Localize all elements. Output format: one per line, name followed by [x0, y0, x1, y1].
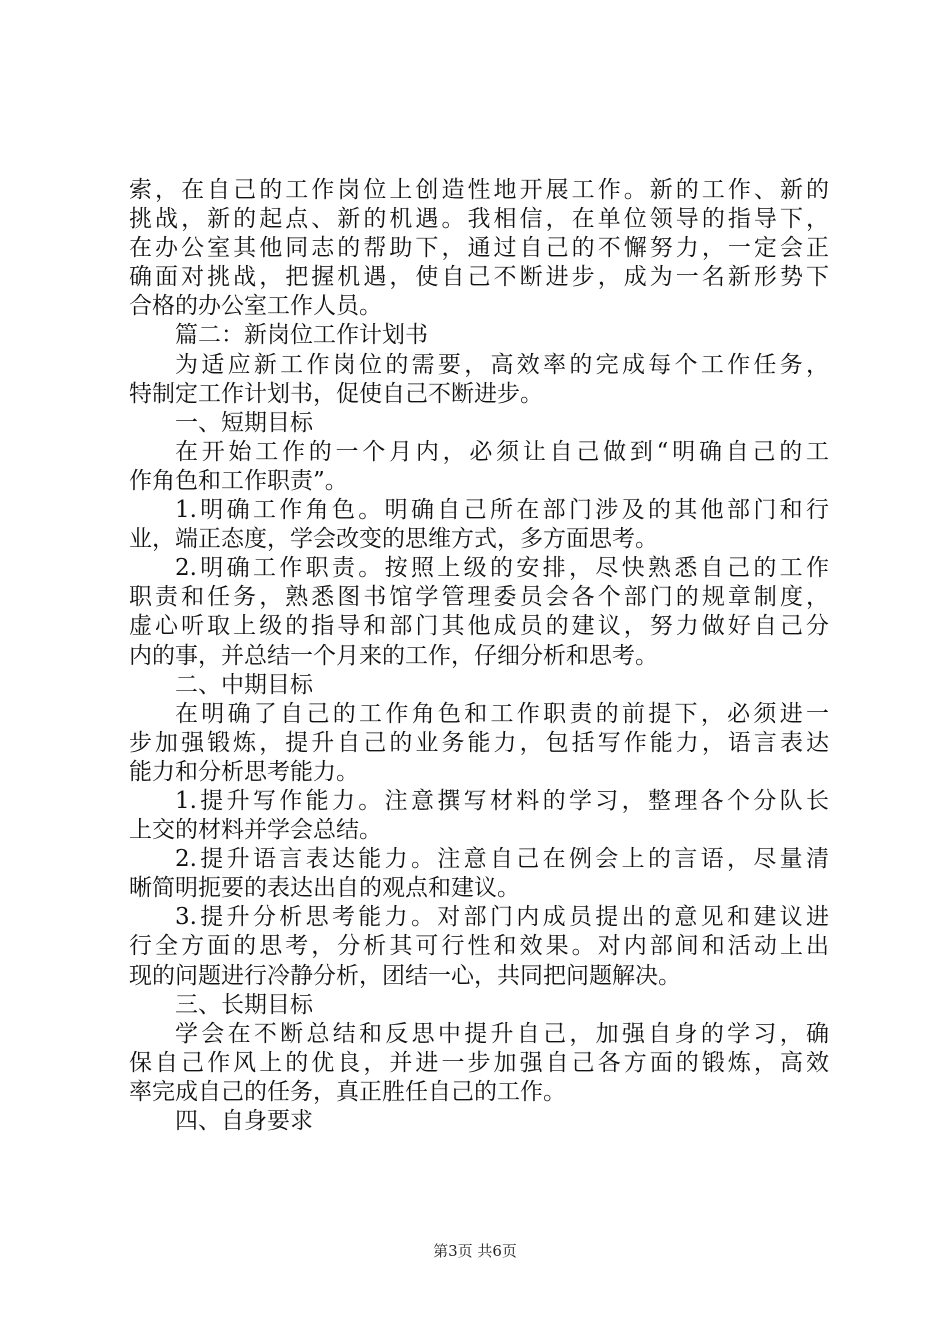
text-line: 3.提升分析思考能力。对部门内成员提出的意见和建议进 — [175, 904, 829, 931]
text-line: 二、中期目标 — [175, 671, 313, 698]
text-line: 业，端正态度，学会改变的思维方式，多方面思考。 — [129, 526, 658, 553]
text-line: 能力和分析思考能力。 — [129, 758, 359, 785]
text-line: 作角色和工作职责”。 — [129, 467, 348, 494]
page-footer: 第3页 共6页 — [433, 1242, 517, 1260]
text-line: 1.提升写作能力。注意撰写材料的学习，整理各个分队长 — [175, 787, 829, 814]
text-line: 在办公室其他同志的帮助下，通过自己的不懈努力，一定会正 — [129, 235, 829, 262]
text-line: 索，在自己的工作岗位上创造性地开展工作。新的工作、新的 — [129, 177, 829, 203]
text-line: 上交的材料并学会总结。 — [129, 817, 382, 844]
text-line: 为适应新工作岗位的需要，高效率的完成每个工作任务， — [175, 351, 829, 378]
text-line: 学会在不断总结和反思中提升自己，加强自身的学习，确 — [175, 1020, 829, 1047]
text-line: 确面对挑战，把握机遇，使自己不断进步，成为一名新形势下 — [129, 264, 829, 291]
text-line: 现的问题进行冷静分析，团结一心，共同把问题解决。 — [129, 962, 681, 989]
text-line: 四、自身要求 — [175, 1108, 313, 1134]
text-line: 虚心听取上级的指导和部门其他成员的建议，努力做好自己分 — [129, 613, 829, 640]
text-line: 1.明确工作角色。明确自己所在部门涉及的其他部门和行 — [175, 497, 829, 524]
text-line: 职责和任务，熟悉图书馆学管理委员会各个部门的规章制度， — [129, 584, 829, 611]
text-line: 在明确了自己的工作角色和工作职责的前提下，必须进一 — [175, 700, 829, 727]
body-text — [129, 176, 829, 1136]
text-line: 步加强锻炼，提升自己的业务能力，包括写作能力，语言表达 — [129, 729, 829, 756]
text-line: 内的事，并总结一个月来的工作，仔细分析和思考。 — [129, 642, 658, 669]
text-line: 晰简明扼要的表达出自的观点和建议。 — [129, 875, 520, 902]
text-line: 篇二：新岗位工作计划书 — [175, 322, 428, 349]
text-line: 在开始工作的一个月内，必须让自己做到“明确自己的工 — [175, 438, 829, 465]
text-line: 保自己作风上的优良，并进一步加强自己各方面的锻炼，高效 — [129, 1049, 829, 1076]
text-line: 三、长期目标 — [175, 991, 313, 1018]
text-line: 一、短期目标 — [175, 409, 313, 436]
text-line: 2.明确工作职责。按照上级的安排，尽快熟悉自己的工作 — [175, 555, 829, 582]
text-line: 2.提升语言表达能力。注意自己在例会上的言语，尽量清 — [175, 846, 829, 873]
text-line: 挑战，新的起点、新的机遇。我相信，在单位领导的指导下， — [129, 206, 829, 233]
text-line: 率完成自己的任务，真正胜任自己的工作。 — [129, 1078, 566, 1105]
text-line: 特制定工作计划书，促使自己不断进步。 — [129, 380, 543, 407]
text-line: 合格的办公室工作人员。 — [129, 293, 382, 320]
text-line: 行全方面的思考，分析其可行性和效果。对内部间和活动上出 — [129, 933, 829, 960]
